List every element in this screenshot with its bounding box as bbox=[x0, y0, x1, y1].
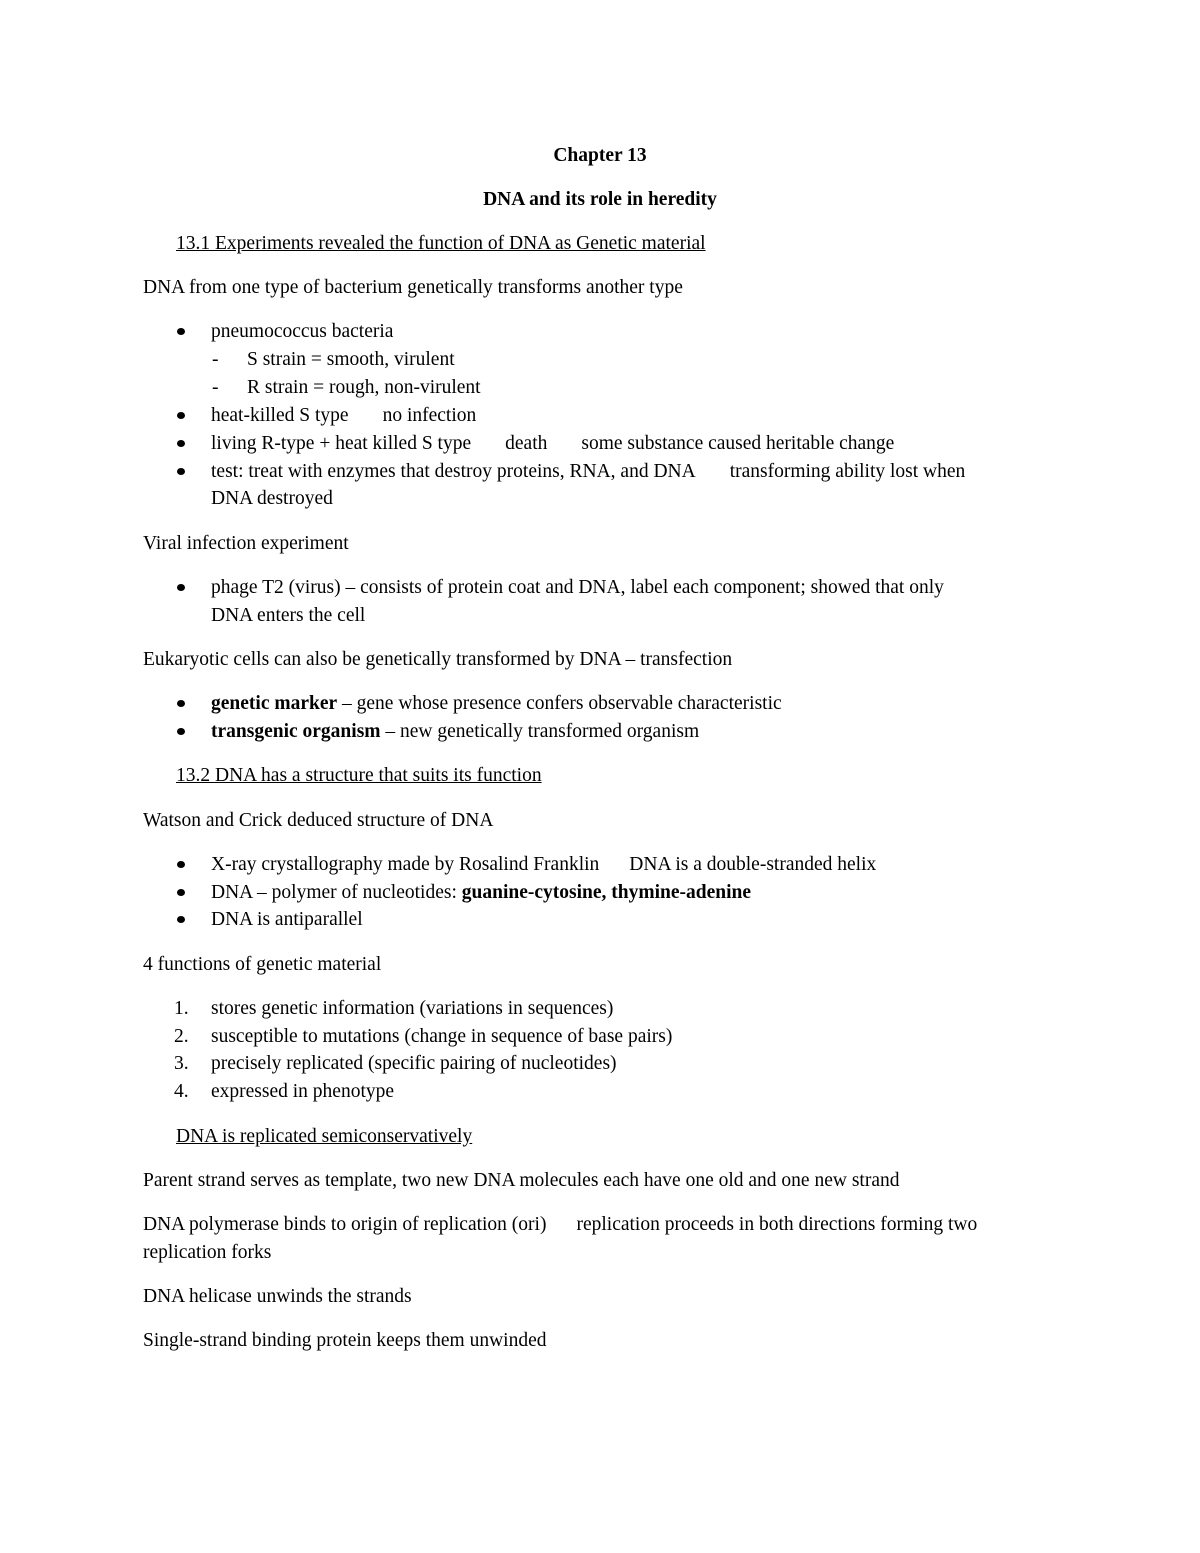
list-item-text: DNA – polymer of nucleotides: bbox=[211, 882, 462, 903]
paragraph: DNA helicase unwinds the strands bbox=[143, 1286, 412, 1307]
paragraph-text: DNA polymerase binds to origin of replication (ori) bbox=[143, 1214, 547, 1235]
chapter-subtitle: DNA and its role in heredity bbox=[483, 189, 717, 210]
paragraph: 4 functions of genetic material bbox=[143, 954, 382, 975]
definition: – new genetically transformed organism bbox=[380, 721, 700, 742]
numbered-item: precisely replicated (specific pairing of nucleotides) bbox=[211, 1053, 617, 1074]
bullet-icon bbox=[177, 584, 185, 591]
list-item-text: death bbox=[505, 433, 548, 454]
bullet-icon bbox=[177, 728, 185, 735]
list-number: 3. bbox=[174, 1053, 189, 1074]
list-item: pneumococcus bacteria bbox=[211, 321, 394, 342]
list-item-text: heat-killed S type bbox=[211, 405, 349, 426]
bullet-icon bbox=[177, 861, 185, 868]
bullet-icon bbox=[177, 440, 185, 447]
list-item-text: transforming ability lost when bbox=[729, 461, 966, 482]
bullet-icon bbox=[177, 412, 185, 419]
paragraph: Viral infection experiment bbox=[143, 533, 349, 554]
paragraph-text: replication proceeds in both directions forming two bbox=[576, 1214, 978, 1235]
dash-icon: - bbox=[212, 377, 219, 398]
bullet-icon bbox=[177, 889, 185, 896]
list-item bbox=[211, 718, 699, 745]
definition: – gene whose presence confers observable characteristic bbox=[337, 693, 782, 714]
paragraph-continuation: replication forks bbox=[143, 1242, 272, 1263]
paragraph: Single-strand binding protein keeps them unwinded bbox=[143, 1330, 547, 1351]
paragraph: Parent strand serves as template, two new DNA molecules each have one old and one new strand bbox=[143, 1170, 900, 1191]
list-number: 1. bbox=[174, 998, 189, 1019]
numbered-item: expressed in phenotype bbox=[211, 1081, 395, 1102]
section-heading-13-1: 13.1 Experiments revealed the function of DNA as Genetic material bbox=[176, 233, 706, 254]
list-item bbox=[211, 458, 965, 485]
term: transgenic organism bbox=[211, 721, 381, 742]
numbered-item: stores genetic information (variations in sequences) bbox=[211, 998, 614, 1019]
list-item bbox=[211, 402, 476, 429]
bullet-icon bbox=[177, 916, 185, 923]
list-item-continuation: DNA destroyed bbox=[211, 488, 333, 509]
section-heading-replication: DNA is replicated semiconservatively bbox=[176, 1126, 473, 1147]
list-item bbox=[211, 690, 782, 717]
bullet-icon bbox=[177, 328, 185, 335]
list-item bbox=[211, 879, 751, 906]
list-number: 4. bbox=[174, 1081, 189, 1102]
numbered-item: susceptible to mutations (change in sequence of base pairs) bbox=[211, 1026, 673, 1047]
list-item: DNA is antiparallel bbox=[211, 909, 363, 930]
list-item-text: no infection bbox=[382, 405, 477, 426]
list-item bbox=[211, 430, 894, 457]
paragraph: Watson and Crick deduced structure of DNA bbox=[143, 810, 494, 831]
bullet-icon bbox=[177, 700, 185, 707]
list-item-text: X-ray crystallography made by Rosalind Franklin bbox=[211, 854, 600, 875]
list-item bbox=[211, 851, 876, 878]
list-item-text: DNA is a double-stranded helix bbox=[629, 854, 877, 875]
term: genetic marker bbox=[211, 693, 338, 714]
list-item-text: living R-type + heat killed S type bbox=[211, 433, 472, 454]
sub-list-item: R strain = rough, non-virulent bbox=[247, 377, 481, 398]
paragraph: DNA from one type of bacterium genetically transforms another type bbox=[143, 277, 683, 298]
paragraph: Eukaryotic cells can also be genetically transformed by DNA – transfection bbox=[143, 649, 733, 670]
bullet-icon bbox=[177, 468, 185, 475]
list-item-text: test: treat with enzymes that destroy proteins, RNA, and DNA bbox=[211, 461, 696, 482]
dash-icon: - bbox=[212, 349, 219, 370]
chapter-title: Chapter 13 bbox=[553, 145, 647, 166]
list-number: 2. bbox=[174, 1026, 189, 1047]
base-pairs: guanine-cytosine, thymine-adenine bbox=[461, 882, 752, 903]
section-heading-13-2: 13.2 DNA has a structure that suits its function bbox=[176, 765, 542, 786]
list-item-continuation: DNA enters the cell bbox=[211, 605, 366, 626]
list-item: phage T2 (virus) – consists of protein coat and DNA, label each component; showed that only bbox=[211, 577, 944, 598]
paragraph bbox=[143, 1211, 977, 1238]
sub-list-item: S strain = smooth, virulent bbox=[247, 349, 455, 370]
list-item-text: some substance caused heritable change bbox=[581, 433, 895, 454]
